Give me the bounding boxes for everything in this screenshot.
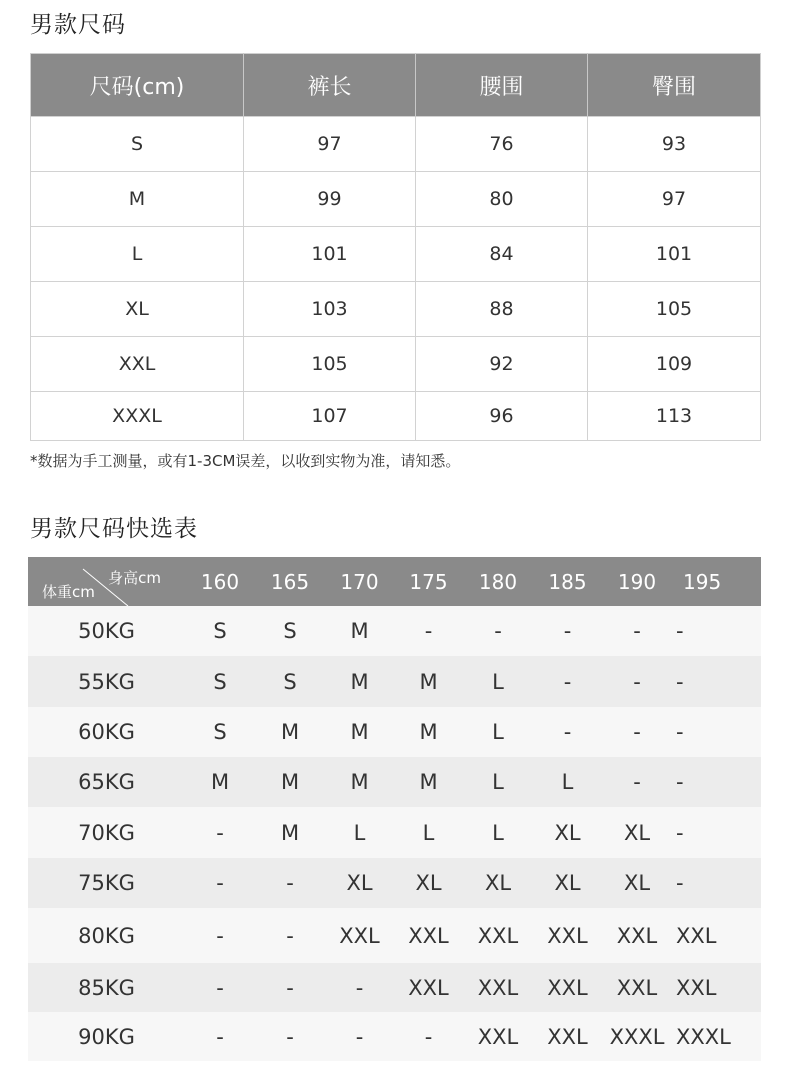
measurement-cell: 84 <box>416 227 588 282</box>
size-recommendation-cell: M <box>394 707 463 757</box>
size-recommendation-cell: L <box>463 656 533 707</box>
size-row <box>31 392 761 441</box>
size-recommendation-cell: - <box>672 858 761 908</box>
weight-row <box>28 1012 761 1061</box>
size-recommendation-cell: - <box>602 606 672 656</box>
weight-label-cell: 50KG <box>28 606 185 656</box>
measurement-cell: 93 <box>588 117 761 172</box>
size-recommendation-cell: L <box>394 807 463 858</box>
size-recommendation-cell: M <box>325 606 394 656</box>
weight-row <box>28 606 761 656</box>
weight-label-cell: 70KG <box>28 807 185 858</box>
size-recommendation-cell: S <box>185 707 255 757</box>
size-recommendation-cell: - <box>255 963 325 1012</box>
size-label-cell: XXXL <box>31 392 244 441</box>
weight-label-cell: 75KG <box>28 858 185 908</box>
height-axis-label: 身高cm <box>108 569 161 587</box>
size-row <box>31 117 761 172</box>
size-label-cell: S <box>31 117 244 172</box>
measurement-cell: 103 <box>244 282 416 337</box>
weight-row <box>28 656 761 707</box>
size-recommendation-cell: - <box>672 807 761 858</box>
size-recommendation-cell: S <box>185 656 255 707</box>
size-recommendation-cell: - <box>394 1012 463 1061</box>
size-label-cell: XXL <box>31 337 244 392</box>
size-recommendation-cell: - <box>325 963 394 1012</box>
measurement-cell: 80 <box>416 172 588 227</box>
measurement-cell: 97 <box>244 117 416 172</box>
height-col-160: 160 <box>185 557 255 606</box>
size-recommendation-cell: S <box>255 606 325 656</box>
weight-axis-label: 体重cm <box>42 583 95 601</box>
size-recommendation-cell: M <box>325 656 394 707</box>
size-recommendation-cell: M <box>255 807 325 858</box>
size-row <box>31 172 761 227</box>
height-col-175: 175 <box>394 557 463 606</box>
height-col-185: 185 <box>533 557 602 606</box>
measurement-cell: 92 <box>416 337 588 392</box>
measurement-cell: 105 <box>244 337 416 392</box>
weight-label-cell: 65KG <box>28 757 185 807</box>
size-recommendation-cell: M <box>325 757 394 807</box>
size-recommendation-cell: - <box>185 858 255 908</box>
measurement-cell: 113 <box>588 392 761 441</box>
header-hip: 臀围 <box>588 54 761 117</box>
size-recommendation-cell: XL <box>533 858 602 908</box>
header-pants-length: 裤长 <box>244 54 416 117</box>
measurement-cell: 109 <box>588 337 761 392</box>
measurement-cell: 101 <box>244 227 416 282</box>
size-chart-table <box>30 53 761 441</box>
size-recommendation-cell: M <box>255 757 325 807</box>
size-recommendation-cell: - <box>185 1012 255 1061</box>
size-recommendation-cell: XL <box>533 807 602 858</box>
weight-label-cell: 80KG <box>28 908 185 963</box>
size-recommendation-cell: - <box>255 908 325 963</box>
size-recommendation-cell: XL <box>602 858 672 908</box>
weight-label-cell: 85KG <box>28 963 185 1012</box>
size-recommendation-cell: XXL <box>602 908 672 963</box>
size-recommendation-cell: - <box>255 858 325 908</box>
size-chart-header-row <box>31 54 761 117</box>
size-row <box>31 337 761 392</box>
size-recommendation-cell: XL <box>463 858 533 908</box>
size-recommendation-cell: XXL <box>463 1012 533 1061</box>
weight-row <box>28 807 761 858</box>
size-recommendation-cell: XXL <box>672 963 761 1012</box>
size-recommendation-cell: L <box>463 707 533 757</box>
height-col-195: 195 <box>672 557 761 606</box>
measurement-cell: 96 <box>416 392 588 441</box>
size-recommendation-cell: - <box>185 963 255 1012</box>
size-recommendation-cell: - <box>463 606 533 656</box>
size-recommendation-cell: - <box>255 1012 325 1061</box>
weight-label-cell: 55KG <box>28 656 185 707</box>
height-col-170: 170 <box>325 557 394 606</box>
size-recommendation-cell: XXL <box>325 908 394 963</box>
measurement-cell: 76 <box>416 117 588 172</box>
size-recommendation-cell: M <box>394 656 463 707</box>
size-label-cell: XL <box>31 282 244 337</box>
size-recommendation-cell: XXXL <box>672 1012 761 1061</box>
corner-header <box>28 557 185 606</box>
measurement-cell: 97 <box>588 172 761 227</box>
weight-row <box>28 858 761 908</box>
size-recommendation-cell: XXL <box>463 963 533 1012</box>
size-recommendation-cell: L <box>325 807 394 858</box>
measurement-note: *数据为手工测量，或有1-3CM误差，以收到实物为准，请知悉。 <box>30 452 461 470</box>
height-col-190: 190 <box>602 557 672 606</box>
size-recommendation-cell: - <box>533 707 602 757</box>
size-recommendation-cell: M <box>185 757 255 807</box>
size-recommendation-cell: - <box>602 757 672 807</box>
size-recommendation-cell: - <box>672 656 761 707</box>
weight-row <box>28 908 761 963</box>
quick-chart-title: 男款尺码快选表 <box>30 516 198 542</box>
measurement-cell: 99 <box>244 172 416 227</box>
size-recommendation-cell: XL <box>602 807 672 858</box>
size-recommendation-cell: - <box>672 707 761 757</box>
size-recommendation-cell: XXL <box>533 1012 602 1061</box>
size-recommendation-cell: L <box>463 807 533 858</box>
size-recommendation-cell: - <box>185 908 255 963</box>
size-recommendation-cell: L <box>533 757 602 807</box>
size-recommendation-cell: S <box>255 656 325 707</box>
size-recommendation-cell: - <box>394 606 463 656</box>
weight-label-cell: 60KG <box>28 707 185 757</box>
size-recommendation-cell: XXL <box>672 908 761 963</box>
size-label-cell: M <box>31 172 244 227</box>
size-recommendation-cell: - <box>325 1012 394 1061</box>
quick-chart-header-row <box>28 557 761 606</box>
size-recommendation-cell: - <box>672 757 761 807</box>
size-recommendation-cell: XXL <box>394 908 463 963</box>
weight-row <box>28 707 761 757</box>
size-recommendation-cell: XL <box>394 858 463 908</box>
weight-row <box>28 963 761 1012</box>
measurement-cell: 105 <box>588 282 761 337</box>
size-recommendation-cell: - <box>602 707 672 757</box>
size-label-cell: L <box>31 227 244 282</box>
size-recommendation-cell: XXL <box>533 908 602 963</box>
height-col-165: 165 <box>255 557 325 606</box>
size-recommendation-cell: - <box>533 606 602 656</box>
measurement-cell: 101 <box>588 227 761 282</box>
size-recommendation-cell: XXL <box>602 963 672 1012</box>
size-recommendation-cell: XXL <box>394 963 463 1012</box>
measurement-cell: 88 <box>416 282 588 337</box>
size-recommendation-cell: S <box>185 606 255 656</box>
header-waist: 腰围 <box>416 54 588 117</box>
size-recommendation-cell: L <box>463 757 533 807</box>
size-recommendation-cell: - <box>672 606 761 656</box>
weight-label-cell: 90KG <box>28 1012 185 1061</box>
weight-row <box>28 757 761 807</box>
size-recommendation-cell: - <box>602 656 672 707</box>
size-row <box>31 227 761 282</box>
quick-size-table <box>28 557 761 1061</box>
size-recommendation-cell: M <box>325 707 394 757</box>
size-recommendation-cell: - <box>185 807 255 858</box>
measurement-cell: 107 <box>244 392 416 441</box>
size-recommendation-cell: - <box>533 656 602 707</box>
size-recommendation-cell: XXL <box>533 963 602 1012</box>
size-recommendation-cell: M <box>255 707 325 757</box>
size-recommendation-cell: M <box>394 757 463 807</box>
size-recommendation-cell: XL <box>325 858 394 908</box>
size-recommendation-cell: XXL <box>463 908 533 963</box>
height-col-180: 180 <box>463 557 533 606</box>
size-recommendation-cell: XXXL <box>602 1012 672 1061</box>
size-chart-title: 男款尺码 <box>30 12 126 38</box>
header-size: 尺码(cm) <box>31 54 244 117</box>
size-row <box>31 282 761 337</box>
